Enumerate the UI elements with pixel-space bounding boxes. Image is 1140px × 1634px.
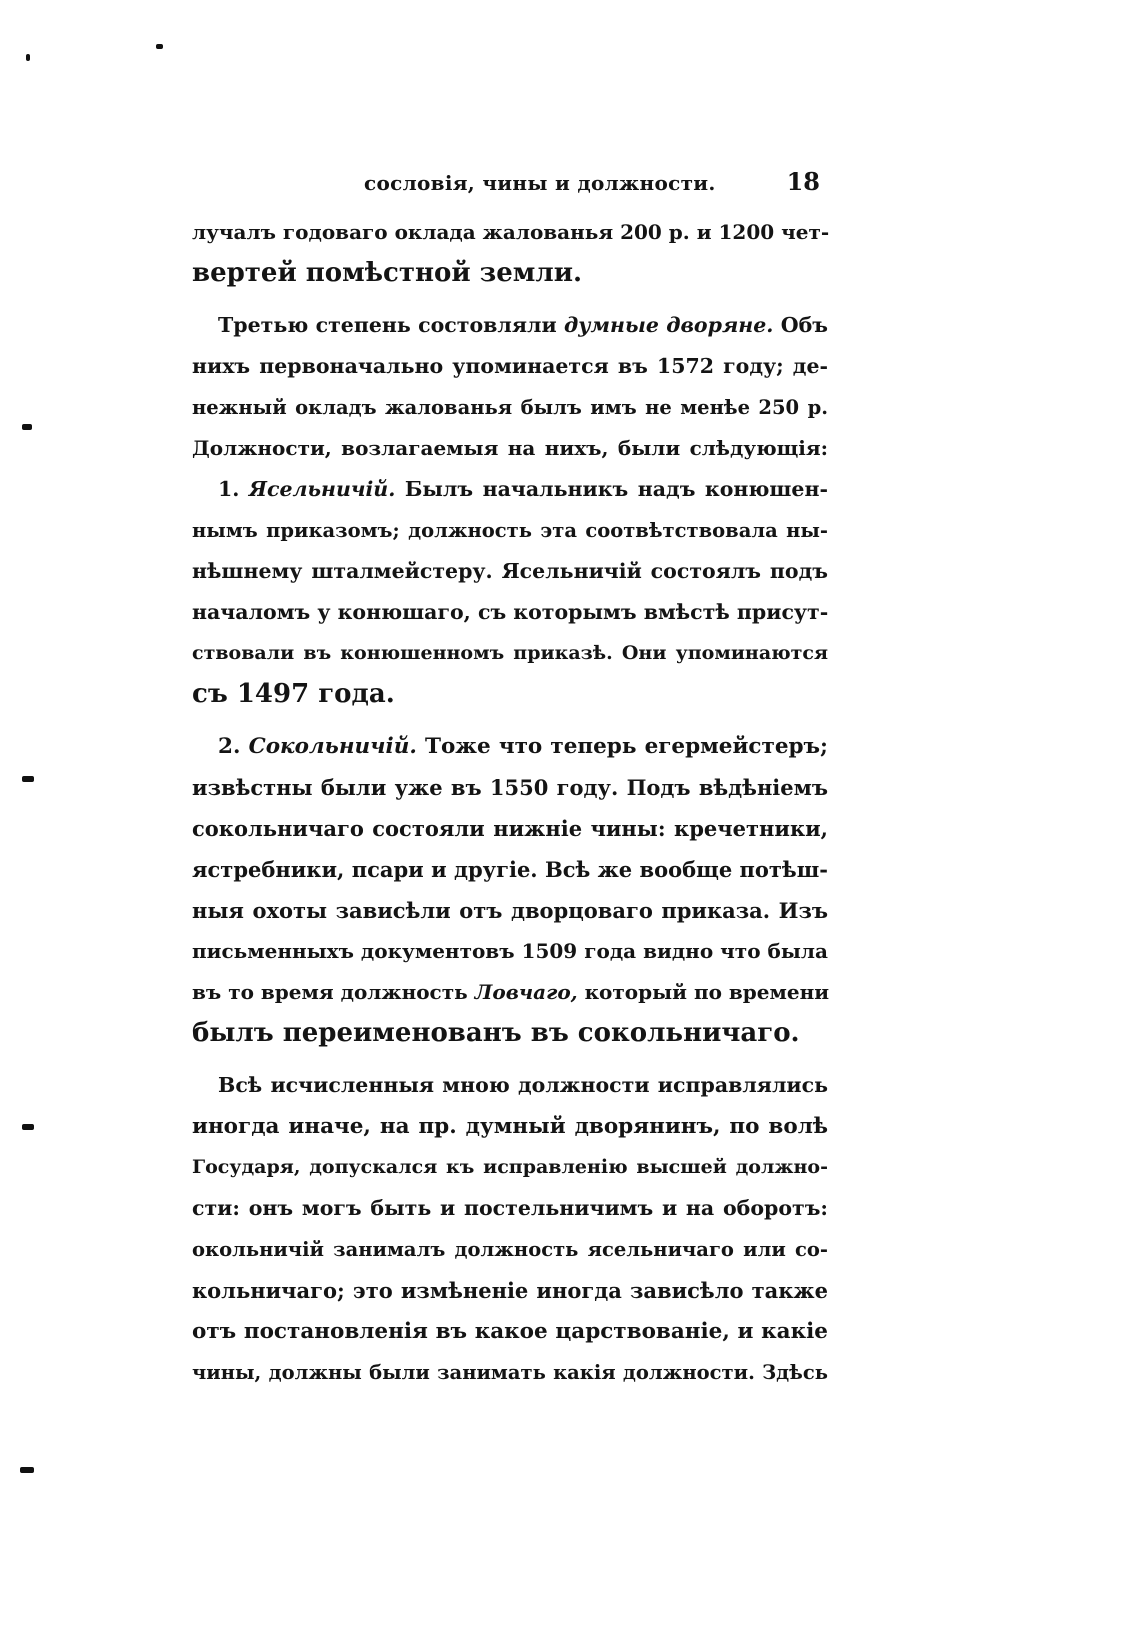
text-line: съ 1497 года.	[192, 679, 395, 709]
text-line: ствовали въ конюшенномъ приказѣ. Они упоминаются	[192, 642, 828, 664]
text-line: нежный окладъ жалованья былъ имъ не менѣе 250 р.	[192, 396, 828, 419]
italic-term: Ясельничій.	[248, 477, 396, 501]
text-line: чины, должны были занимать какія должности. Здѣсь	[192, 1361, 828, 1384]
text-line: нѣшнему шталмейстеру. Ясельничій состоялъ подъ	[192, 559, 828, 583]
text-line: нихъ первоначально упоминается въ 1572 году; де-	[192, 354, 828, 378]
text-line: былъ переименованъ въ сокольничаго.	[192, 1018, 800, 1048]
text-line: Всѣ исчисленныя мною должности исправлялись	[218, 1073, 828, 1097]
scan-mark	[26, 54, 30, 61]
text-line: лучалъ годоваго оклада жалованья 200 р. и 1200 чет-	[192, 220, 830, 244]
text-line: кольничаго; это измѣненіе иногда зависѣло также	[192, 1278, 828, 1303]
text-line: вертей помѣстной земли.	[192, 258, 583, 288]
text-line: 2. Сокольничій. Тоже что теперь егермейстеръ;	[218, 734, 828, 759]
scan-mark	[22, 424, 32, 430]
text-line: отъ постановленія въ какое царствованіе, и какіе	[192, 1319, 828, 1344]
page-header	[192, 165, 828, 205]
text-line: ястребники, псари и другіе. Всѣ же вообще потѣш-	[192, 857, 828, 882]
running-title: сословія, чины и должности.	[364, 171, 716, 195]
text-line: въ то время должность Ловчаго, который по времени	[192, 980, 830, 1004]
italic-term: Сокольничій.	[248, 734, 417, 759]
text-line: сокольничаго состояли нижніе чины: кречетники,	[192, 816, 828, 841]
text-line: началомъ у конюшаго, съ которымъ вмѣстѣ присут-	[192, 600, 829, 624]
scan-mark	[22, 776, 34, 782]
text-line: Третью степень состовляли думные дворяне. Объ	[218, 313, 828, 337]
text-line: Государя, допускался къ исправленію высшей должно-	[192, 1156, 828, 1178]
scan-mark	[156, 44, 163, 49]
text-line: окольничій занималъ должность ясельничаго или со-	[192, 1238, 828, 1261]
italic-term: думные дворяне.	[564, 313, 774, 337]
text-line: сти: онъ могъ быть и постельничимъ и на оборотъ:	[192, 1196, 828, 1220]
text-line: иногда иначе, на пр. думный дворянинъ, по волѣ	[192, 1114, 828, 1139]
body-text	[192, 212, 828, 1393]
text-line: извѣстны были уже въ 1550 году. Подъ вѣдѣніемъ	[192, 775, 828, 800]
scan-mark	[20, 1467, 34, 1473]
text-line: Должности, возлагаемыя на нихъ, были слѣдующія:	[192, 436, 828, 460]
text-line: ныя охоты зависѣли отъ дворцоваго приказа. Изъ	[192, 898, 828, 923]
italic-term: Ловчаго,	[474, 980, 578, 1004]
text-line: 1. Ясельничій. Былъ начальникъ надъ конюшен-	[218, 477, 828, 501]
text-line: письменныхъ документовъ 1509 года видно что была	[192, 939, 828, 963]
scan-mark	[22, 1124, 34, 1130]
text-line: нымъ приказомъ; должность эта соотвѣтствовала ны-	[192, 519, 828, 542]
page-number: 18	[786, 167, 820, 196]
